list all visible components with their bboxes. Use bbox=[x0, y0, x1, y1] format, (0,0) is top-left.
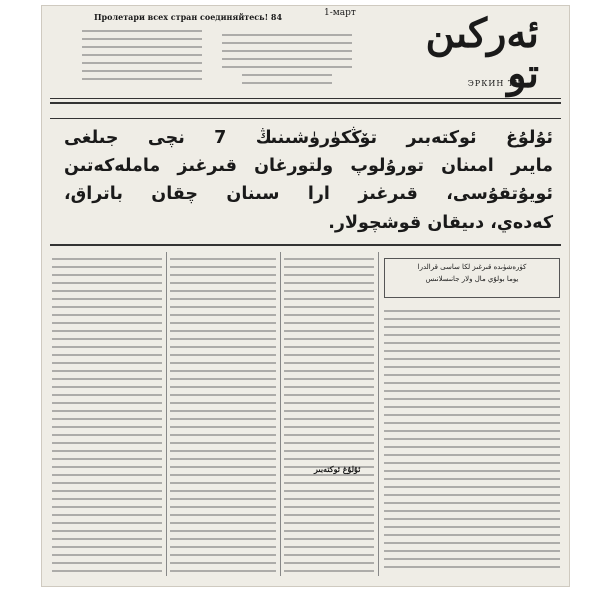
subscription-info bbox=[82, 24, 202, 80]
headline-rule bbox=[50, 244, 561, 246]
header-rule bbox=[50, 98, 561, 99]
masthead-subtitle: ЭРКИН ТУ bbox=[467, 79, 521, 88]
boxed-notice bbox=[384, 258, 560, 298]
header-rule-thick bbox=[50, 102, 561, 104]
headline-line-2: مايىر امىنان تورۇلوپ ولتورغان قىرغىز ماملەكەتىن bbox=[64, 156, 553, 176]
boxed-notice-line-1: كۈرەشۈىدە قىرغىز لكا ساسى قرالدرا bbox=[417, 263, 527, 271]
column-2 bbox=[170, 252, 276, 578]
article-subhead: ئۇلۇغ ئوكتەبىر bbox=[314, 464, 361, 474]
office-info bbox=[242, 68, 332, 84]
slogan: Пролетари всех стран соединяйтесь! 84 bbox=[94, 12, 283, 22]
headline-line-4: كەدەي، دىيقان قوشچولار. bbox=[328, 213, 553, 233]
boxed-notice-line-2: يوما بولۇي مال ولار جانىسلانىس bbox=[425, 275, 519, 283]
column-4 bbox=[384, 304, 560, 578]
masthead-text: ئەركىن تو bbox=[425, 10, 539, 97]
newspaper-page bbox=[42, 6, 569, 586]
column-divider-1 bbox=[166, 252, 167, 576]
column-divider-2 bbox=[280, 252, 281, 576]
masthead-title bbox=[389, 10, 539, 97]
datebar-rule bbox=[50, 118, 561, 119]
column-divider-3 bbox=[378, 252, 379, 576]
headline-line-1: ئۇلۇغ ئوكتەبىر تۆڭكۈرۈشىنىڭ 7 نچى جىلغى bbox=[64, 128, 553, 148]
publication-mark: 1-март bbox=[324, 8, 356, 18]
headline-line-3: ئويۇتقۇسى، قىرغىز ارا سىنان چقان باتراق، bbox=[64, 184, 553, 204]
editorial-info bbox=[222, 28, 352, 68]
column-1 bbox=[52, 252, 162, 578]
column-3 bbox=[284, 252, 374, 578]
